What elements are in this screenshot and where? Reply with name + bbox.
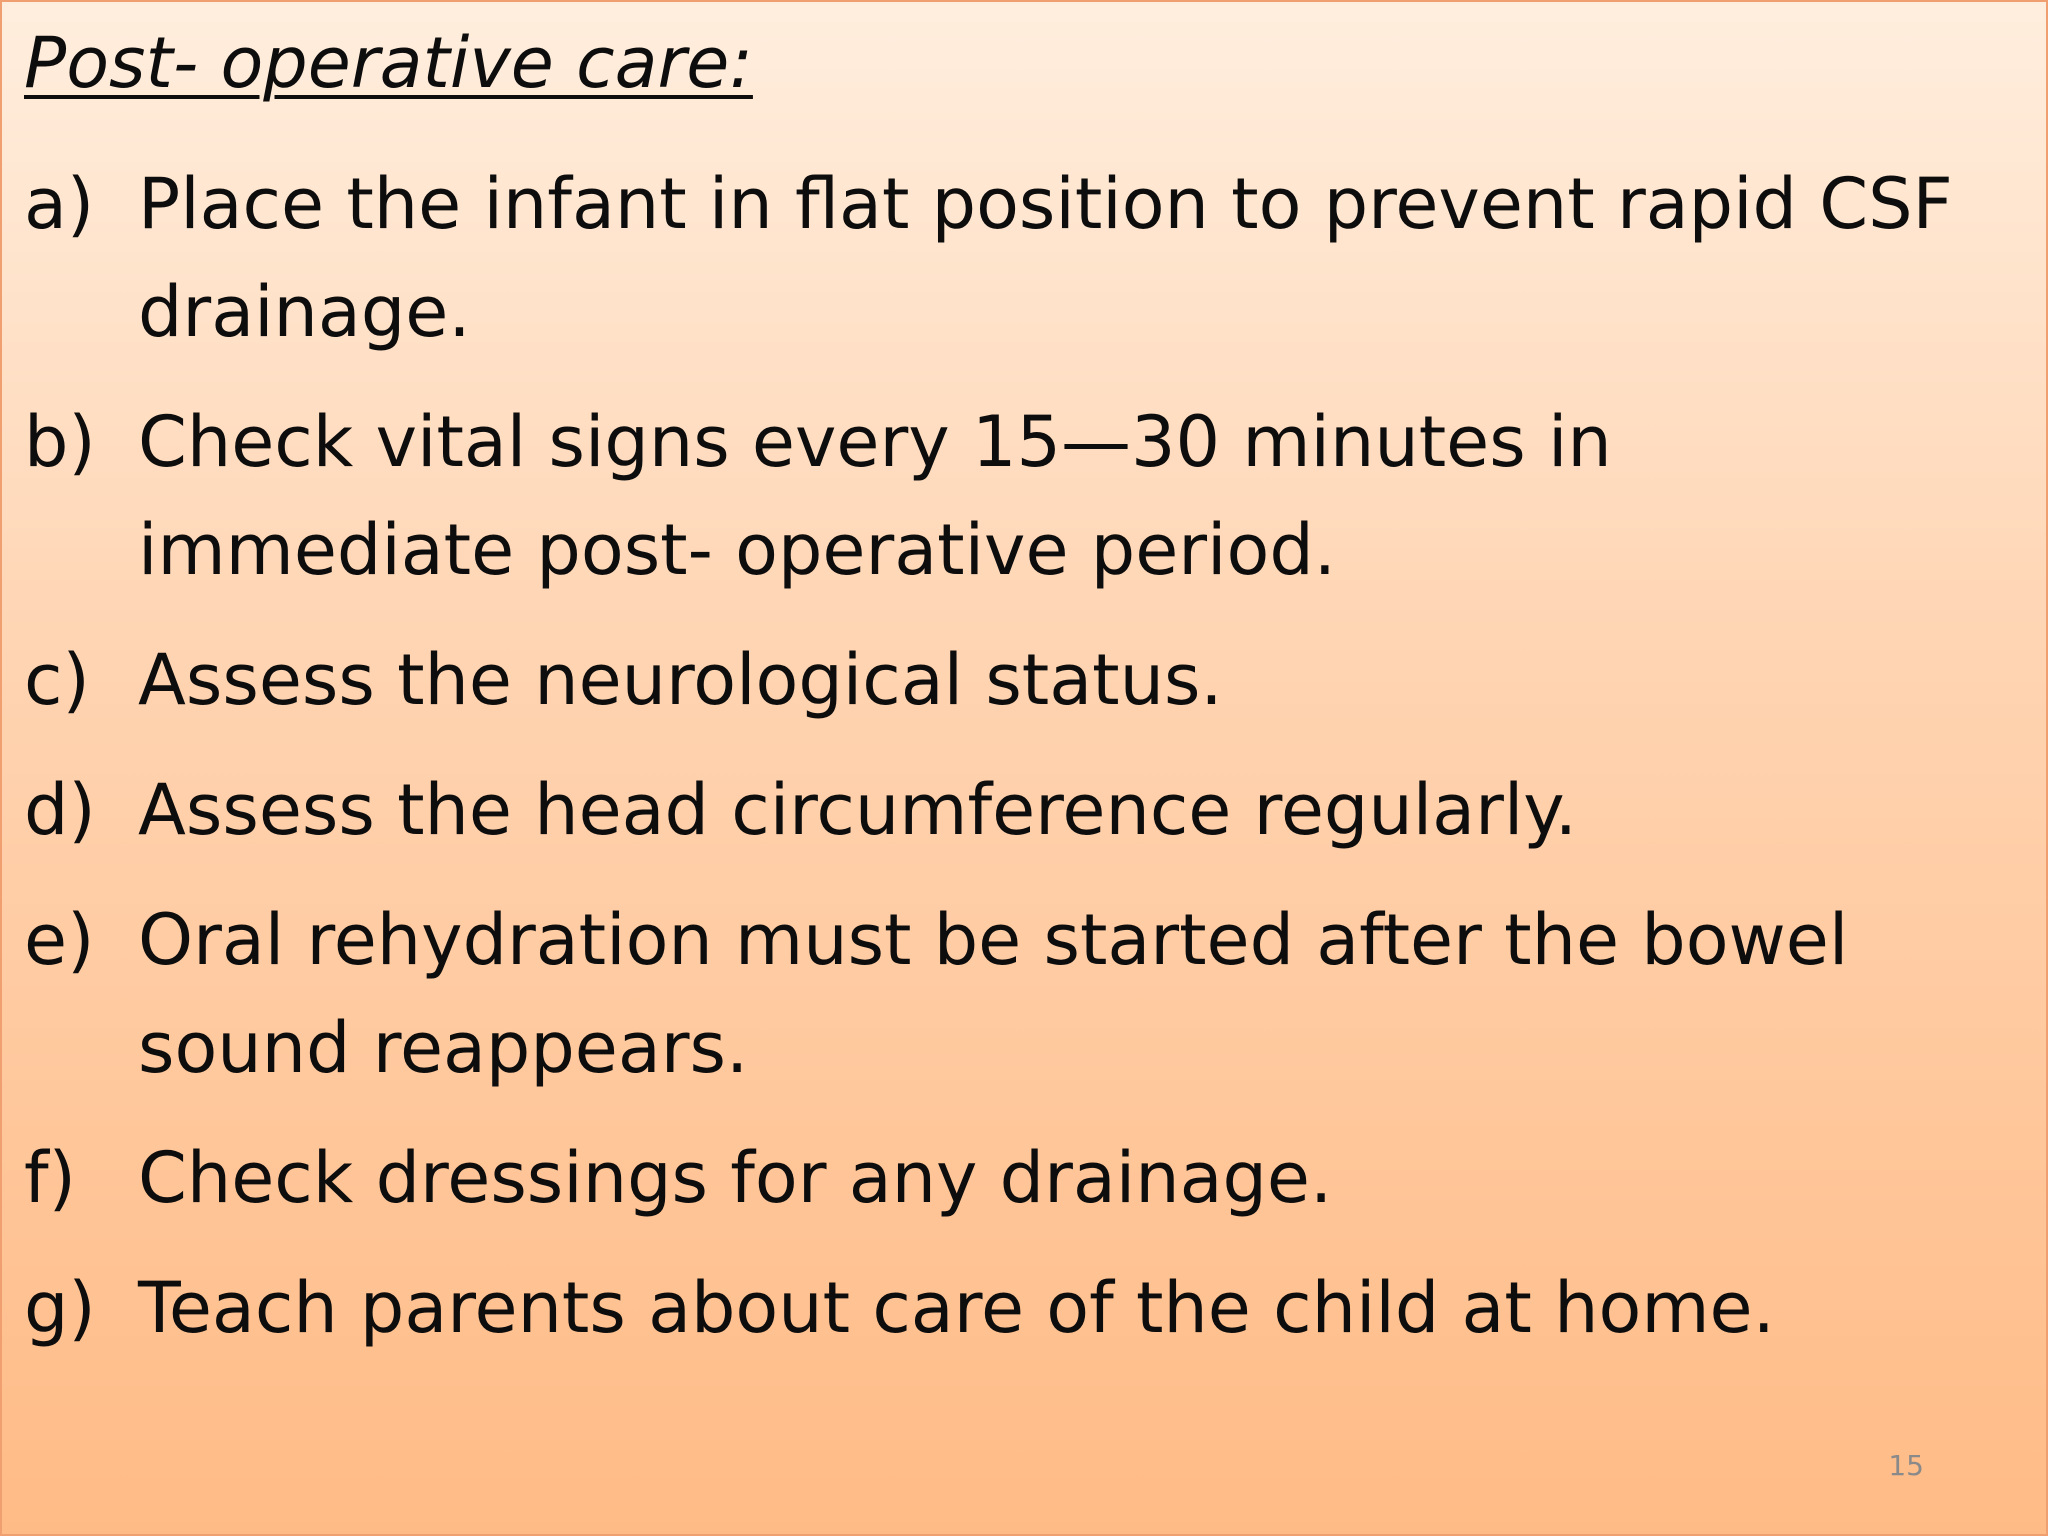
list-item-text: Check dressings for any drainage.	[138, 1137, 1333, 1219]
list-marker: g)	[24, 1267, 96, 1349]
slide-title: Post- operative care:	[24, 22, 753, 104]
list-item	[24, 626, 2004, 734]
list-item	[24, 150, 2004, 366]
list-item-text: Teach parents about care of the child at home.	[138, 1267, 1775, 1349]
list-item	[24, 388, 2004, 604]
list-marker: f)	[24, 1137, 76, 1219]
list-item	[24, 1124, 2004, 1232]
list-item	[24, 756, 2004, 864]
list-marker: a)	[24, 163, 95, 245]
list-marker: d)	[24, 769, 96, 851]
list-marker: b)	[24, 401, 96, 483]
list-item	[24, 1254, 2004, 1362]
list-item-text: Assess the neurological status.	[138, 639, 1223, 721]
list-item-text: Oral rehydration must be started after the bowel sound reappears.	[138, 899, 1849, 1089]
list-item	[24, 886, 2004, 1102]
list-marker: c)	[24, 639, 90, 721]
care-steps-list	[24, 150, 2004, 1384]
list-item-text: Check vital signs every 15—30 minutes in immediate post- operative period.	[138, 401, 1612, 591]
list-item-text: Assess the head circumference regularly.	[138, 769, 1577, 851]
list-item-text: Place the infant in flat position to prevent rapid CSF drainage.	[138, 163, 1953, 353]
list-marker: e)	[24, 899, 95, 981]
page-number: 15	[1888, 1449, 1924, 1482]
